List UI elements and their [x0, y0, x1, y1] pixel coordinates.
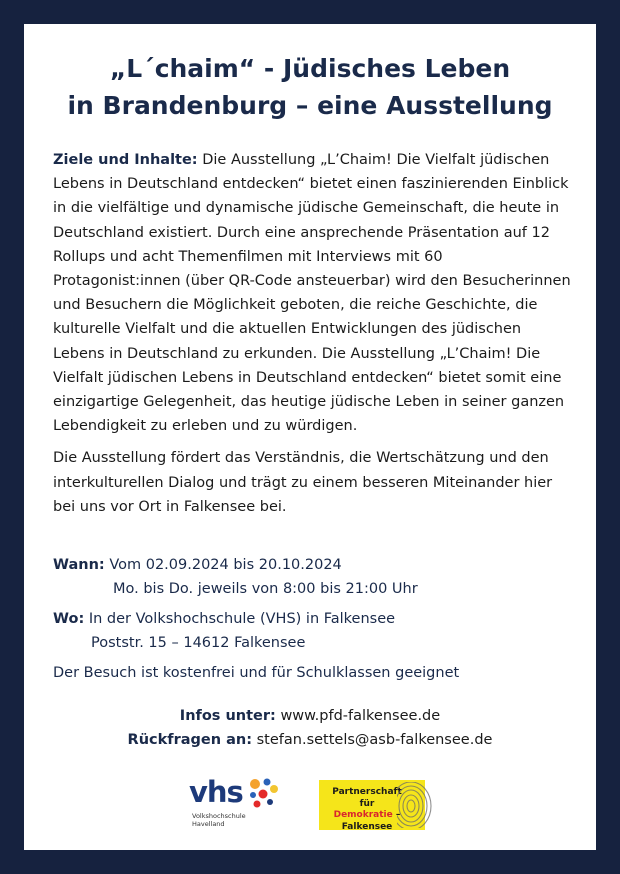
where-row — [53, 607, 573, 631]
goals-text: Die Ausstellung „L’Chaim! Die Vielfalt jüdischen Lebens in Deutschland entdecken“ bietet einen faszinierenden Einblick in die vielfältige und dynamische jüdische Gemeinschaft, die heute in Deutschland existiert. Durch eine ansprechende Präsentation auf 12 Rollups und acht Themenfilmen mit Interviews mit 60 Protagonist:innen (über QR-Code ansteuerbar) wird den Besucherinnen und Besuchern die Möglichkeit geboten, die reiche Geschichte, die kulturelle Vielfalt und die aktuellen Entwicklungen des jüdischen Lebens in Deutschland zu erkunden. Die Ausstellung „L’Chaim! Die Vielfalt jüdischen Lebens in Deutschland entdecken“ bietet somit eine einzigartige Gelegenheit, das heutige jüdische Leben in seiner ganzen Lebendigkeit zu erleben und zu würdigen. — [53, 152, 571, 435]
info-url[interactable]: www.pfd-falkensee.de — [280, 708, 441, 724]
vhs-subtitle-line-2: Havelland — [192, 820, 225, 828]
vhs-subtitle-line-1: Volkshochschule — [192, 812, 246, 820]
where-location: In der Volkshochschule (VHS) in Falkensee — [88, 611, 396, 627]
admission-note: Der Besuch ist kostenfrei und für Schulklassen geeignet — [53, 665, 460, 681]
description — [53, 148, 573, 527]
info-row — [24, 704, 596, 728]
goals-label: Ziele und Inhalte: — [53, 152, 198, 168]
partnership-dash: – — [392, 810, 401, 820]
partnership-line-2 — [329, 799, 405, 822]
title-line-2: in Brandenburg – eine Ausstellung — [67, 91, 553, 120]
when-dates: Vom 02.09.2024 bis 20.10.2024 — [109, 557, 342, 573]
description-paragraph-1 — [53, 148, 573, 438]
questions-row — [24, 728, 596, 752]
when-row — [53, 553, 573, 577]
fingerprint-icon — [397, 782, 437, 828]
partnership-line-1: Partnerschaft — [332, 787, 402, 797]
event-info — [53, 553, 573, 685]
partnership-wordmark — [329, 787, 405, 833]
vhs-logo — [189, 776, 289, 834]
description-paragraph-2: Die Ausstellung fördert das Verständnis, die Wertschätzung und den interkulturellen Dialog und trägt zu einem besseren Miteinander hier bei uns vor Ort in Falkensee bei. — [53, 450, 553, 515]
questions-email[interactable]: stefan.settels@asb-falkensee.de — [256, 732, 493, 748]
partnership-democracy: Demokratie — [333, 810, 393, 820]
questions-label: Rückfragen an: — [127, 732, 253, 748]
when-hours: Mo. bis Do. jeweils von 8:00 bis 21:00 Uhr — [113, 581, 418, 597]
where-label: Wo: — [53, 611, 85, 627]
contact-block — [24, 704, 596, 752]
where-address: Poststr. 15 – 14612 Falkensee — [91, 635, 306, 651]
poster-title — [24, 50, 596, 124]
partnership-line-3: Falkensee — [341, 821, 393, 832]
poster-card — [24, 24, 596, 850]
title-line-1: „L´chaim“ - Jüdisches Leben — [109, 54, 511, 83]
when-label: Wann: — [53, 557, 105, 573]
vhs-wordmark: vhs — [189, 775, 243, 809]
vhs-subtitle — [192, 812, 246, 828]
partnership-logo — [319, 780, 425, 830]
vhs-dots-icon — [247, 778, 281, 812]
partnership-fuer: für — [359, 798, 375, 809]
info-label: Infos unter: — [179, 708, 276, 724]
